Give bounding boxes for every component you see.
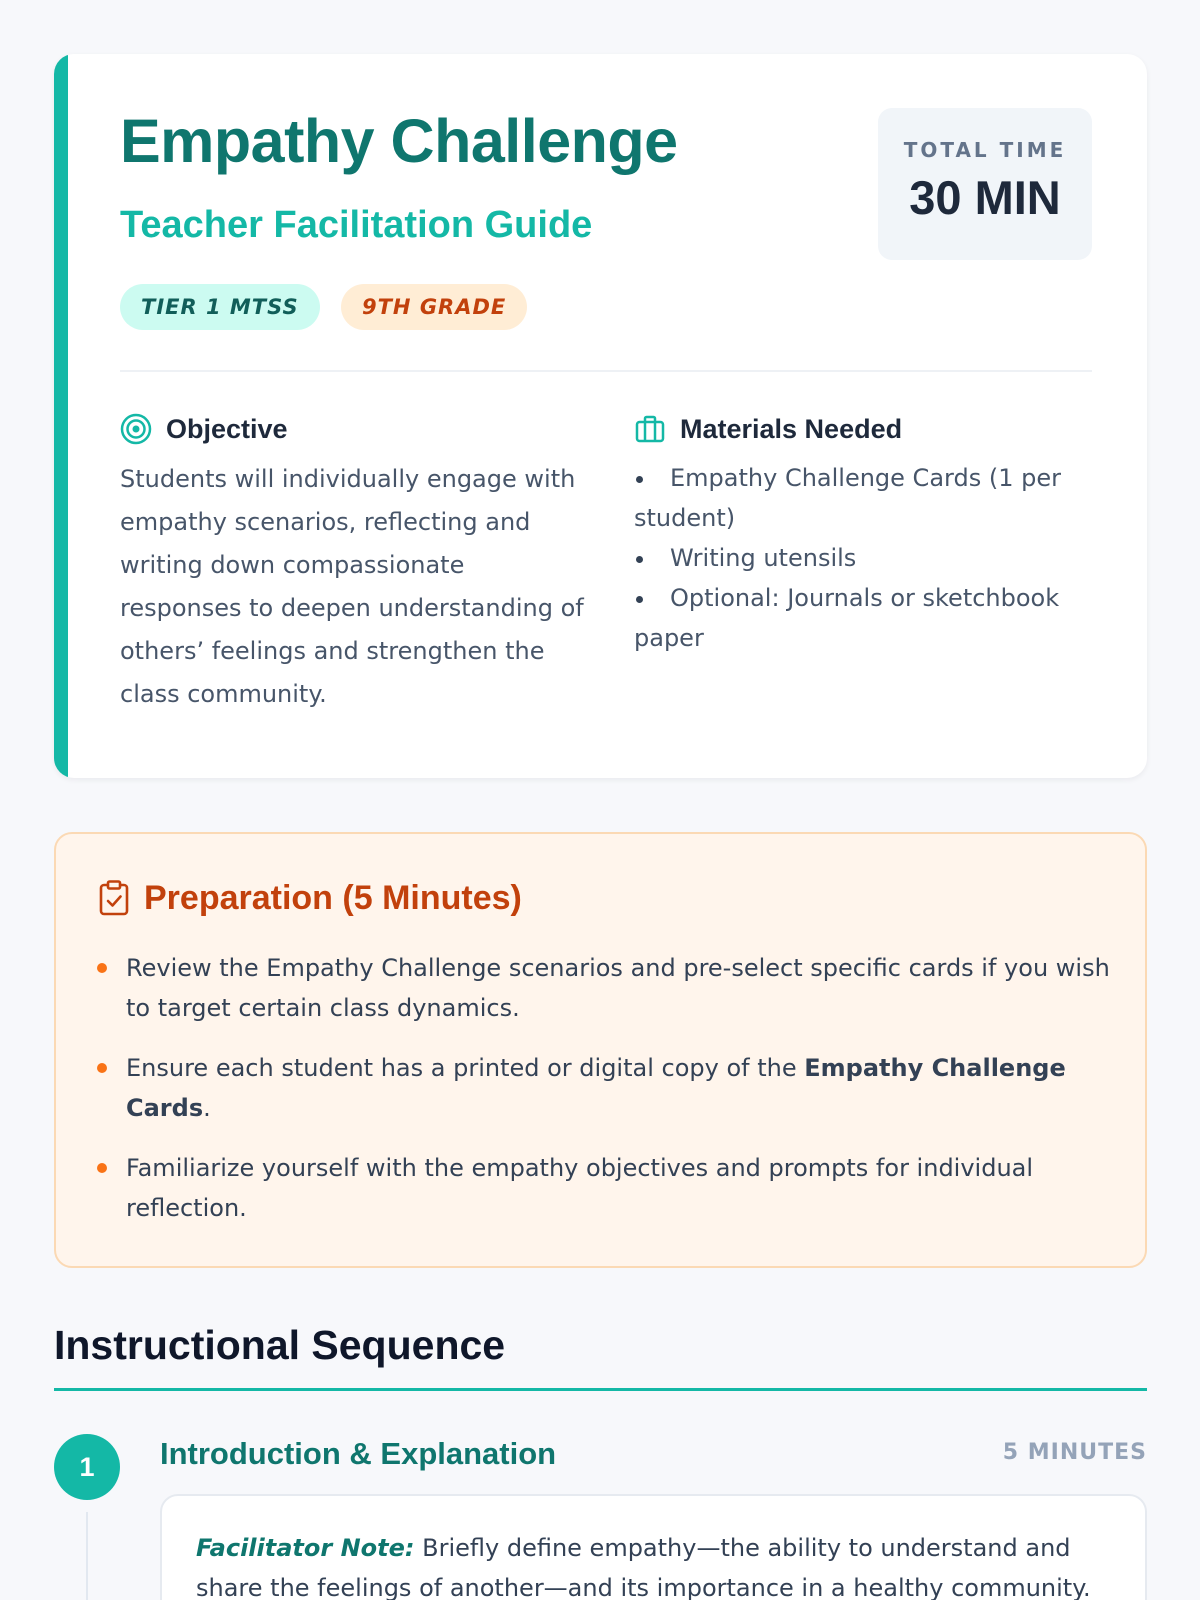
tier-badge: TIER 1 MTSS [120, 284, 320, 330]
objective-text: Students will individually engage with empathy scenarios, reflecting and writing down compassionate responses to deepen understanding of others’ feelings and strengthen the class community. [120, 465, 584, 708]
step-card [160, 1494, 1147, 1600]
objective-heading [120, 412, 288, 446]
section-rule [54, 1388, 1147, 1391]
preparation-heading-label: Preparation (5 Minutes) [144, 878, 522, 917]
total-time-label: TOTAL TIME [903, 138, 1067, 162]
header-divider [120, 370, 1092, 372]
list-item-emphasis: Empathy Challenge Cards [126, 1054, 1066, 1122]
clipboard-check-icon [98, 880, 130, 916]
briefcase-icon [634, 413, 666, 445]
page-subtitle: Teacher Facilitation Guide [120, 204, 593, 246]
facilitator-note [196, 1528, 1096, 1600]
accent-bar [54, 54, 68, 778]
facilitator-note-text: Briefly define empathy—the ability to understand and share the feelings of another—and its importance in a healthy community. [196, 1534, 1091, 1600]
total-time-value: 30 MIN [909, 171, 1061, 224]
materials-heading-label: Materials Needed [680, 413, 903, 444]
facilitator-note-label: Facilitator Note: [196, 1534, 415, 1562]
list-item: Optional: Journals or sketchbook paper [634, 578, 1074, 658]
step-title: Introduction & Explanation [160, 1436, 557, 1471]
step-connector-line [86, 1512, 88, 1600]
grade-badge: 9TH GRADE [341, 284, 527, 330]
list-item: Empathy Challenge Cards (1 per student) [634, 458, 1074, 538]
materials-list [634, 458, 1074, 658]
list-item: Review the Empathy Challenge scenarios and pre-select specific cards if you wish to target certain class dynamics. [126, 948, 1126, 1028]
preparation-card [54, 832, 1147, 1268]
materials-heading [634, 412, 902, 446]
section-title: Instructional Sequence [54, 1322, 506, 1368]
list-item: Familiarize yourself with the empathy objectives and prompts for individual reflection. [126, 1148, 1126, 1228]
list-item-text: Ensure each student has a printed or digital copy of the [126, 1054, 805, 1082]
list-item: Writing utensils [634, 538, 1074, 578]
target-icon [120, 413, 152, 445]
step-number-badge: 1 [54, 1434, 120, 1500]
step-duration: 5 MINUTES [1002, 1440, 1147, 1465]
objective-heading-label: Objective [166, 413, 288, 444]
list-item-text: . [203, 1094, 211, 1122]
page-title: Empathy Challenge [120, 107, 678, 175]
total-time-box [878, 108, 1092, 260]
preparation-heading [98, 878, 522, 918]
list-item [126, 1048, 1126, 1128]
preparation-list [126, 948, 1126, 1248]
lesson-header-card [54, 54, 1147, 778]
